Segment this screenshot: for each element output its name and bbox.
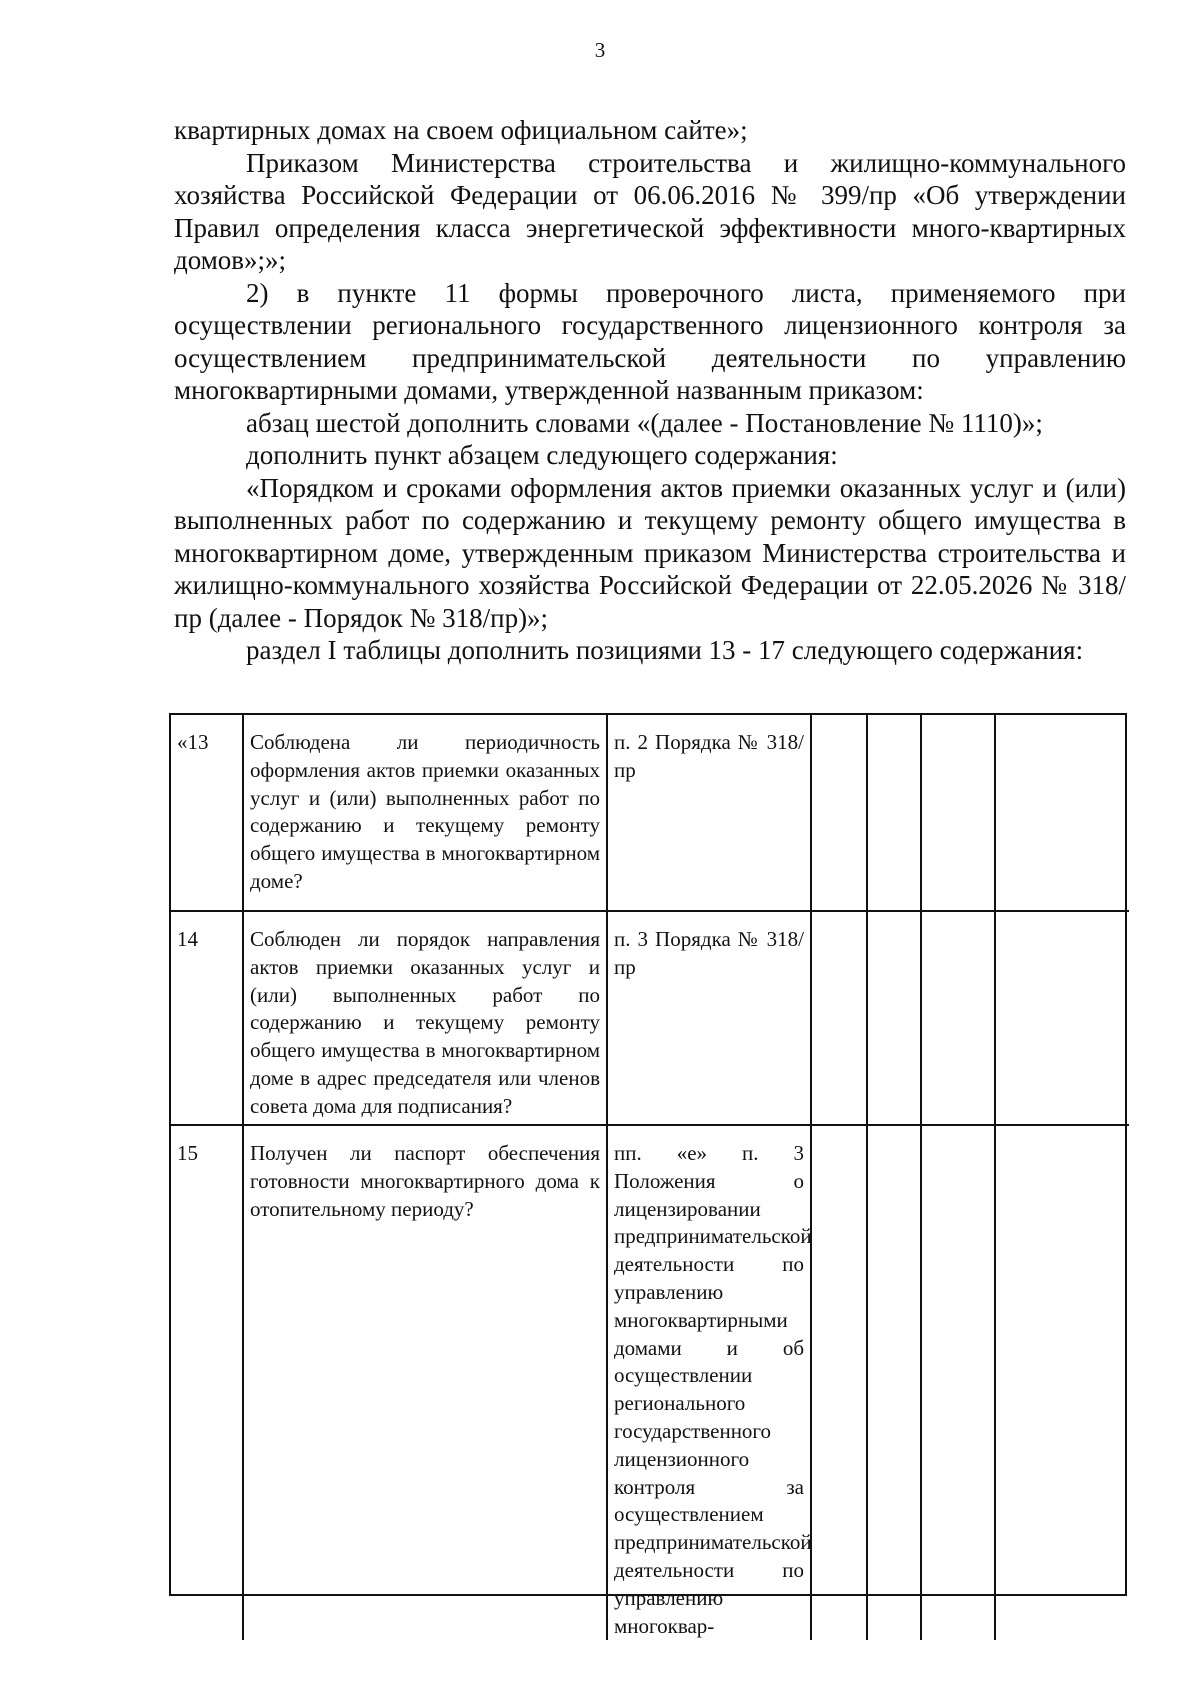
body-text — [174, 114, 1126, 667]
note-cell — [995, 911, 1129, 1125]
row-number: «13 — [171, 715, 243, 911]
table-row — [171, 911, 1129, 1125]
question-cell: Соблюдена ли периодичность оформления актов приемки оказанных услуг и (или) выполненных работ по содержанию и текущему ремонту общего имущества в многоквартирном доме? — [243, 715, 607, 911]
table-row — [171, 1125, 1129, 1640]
answer-cell — [867, 911, 921, 1125]
paragraph: 2) в пункте 11 формы проверочного листа, применяемого при осуществлении регионального государственного лицензионного контроля за осуществлением предпринимательской деятельности по управлению многоквартирными домами, утвержденной названным приказом: — [174, 277, 1126, 405]
row-number: 14 — [171, 911, 243, 1125]
answer-cell — [811, 1125, 867, 1640]
paragraph: дополнить пункт абзацем следующего содержания: — [246, 440, 838, 470]
paragraph: абзац шестой дополнить словами «(далее - Постановление № 1110)»; — [246, 407, 1043, 438]
answer-cell — [921, 911, 995, 1125]
row-number: 15 — [171, 1125, 243, 1640]
reference-cell: п. 2 Порядка № 318/пр — [607, 715, 811, 911]
paragraph: квартирных домах на своем официальном сайте»; — [174, 115, 748, 145]
answer-cell — [811, 715, 867, 911]
answer-cell — [921, 715, 995, 911]
answer-cell — [921, 1125, 995, 1640]
reference-cell: п. 3 Порядка № 318/пр — [607, 911, 811, 1125]
paragraph: «Порядком и сроками оформления актов приемки оказанных услуг и (или) выполненных работ по содержанию и текущему ремонту общего имущества в многоквартирном доме, утвержденным приказом Министерства строительства и жилищно-коммунального хозяйства Российской Федерации от 22.05.2026 № 318/пр (далее - Порядок № 318/пр)»; — [174, 472, 1126, 633]
question-cell: Соблюден ли порядок направления актов приемки оказанных услуг и (или) выполненных работ по содержанию и текущему ремонту общего имущества в многоквартирном доме в адрес председателя или членов совета дома для подписания? — [243, 911, 607, 1125]
paragraph: раздел I таблицы дополнить позициями 13 - 17 следующего содержания: — [246, 635, 1084, 665]
checklist-table — [169, 713, 1127, 1638]
table-row — [171, 715, 1129, 911]
answer-cell — [811, 911, 867, 1125]
note-cell — [995, 1125, 1129, 1640]
paragraph: Приказом Министерства строительства и жилищно-коммунального хозяйства Российской Федерации от 06.06.2016 № 399/пр «Об утверждении Правил определения класса энергетической эффективности много-квартирных домов»;»; — [174, 147, 1126, 275]
answer-cell — [867, 1125, 921, 1640]
page-number: 3 — [594, 38, 606, 62]
question-cell: Получен ли паспорт обеспечения готовности многоквартирного дома к отопительному периоду? — [243, 1125, 607, 1640]
note-cell — [995, 715, 1129, 911]
reference-cell: пп. «е» п. 3 Положения о лицензировании предпринимательской деятельности по управлению многоквартирными домами и об осуществлении регионального государственного лицензионного контроля за осуществлением предпринимательской деятельности по управлению многоквар- — [607, 1125, 811, 1640]
answer-cell — [867, 715, 921, 911]
